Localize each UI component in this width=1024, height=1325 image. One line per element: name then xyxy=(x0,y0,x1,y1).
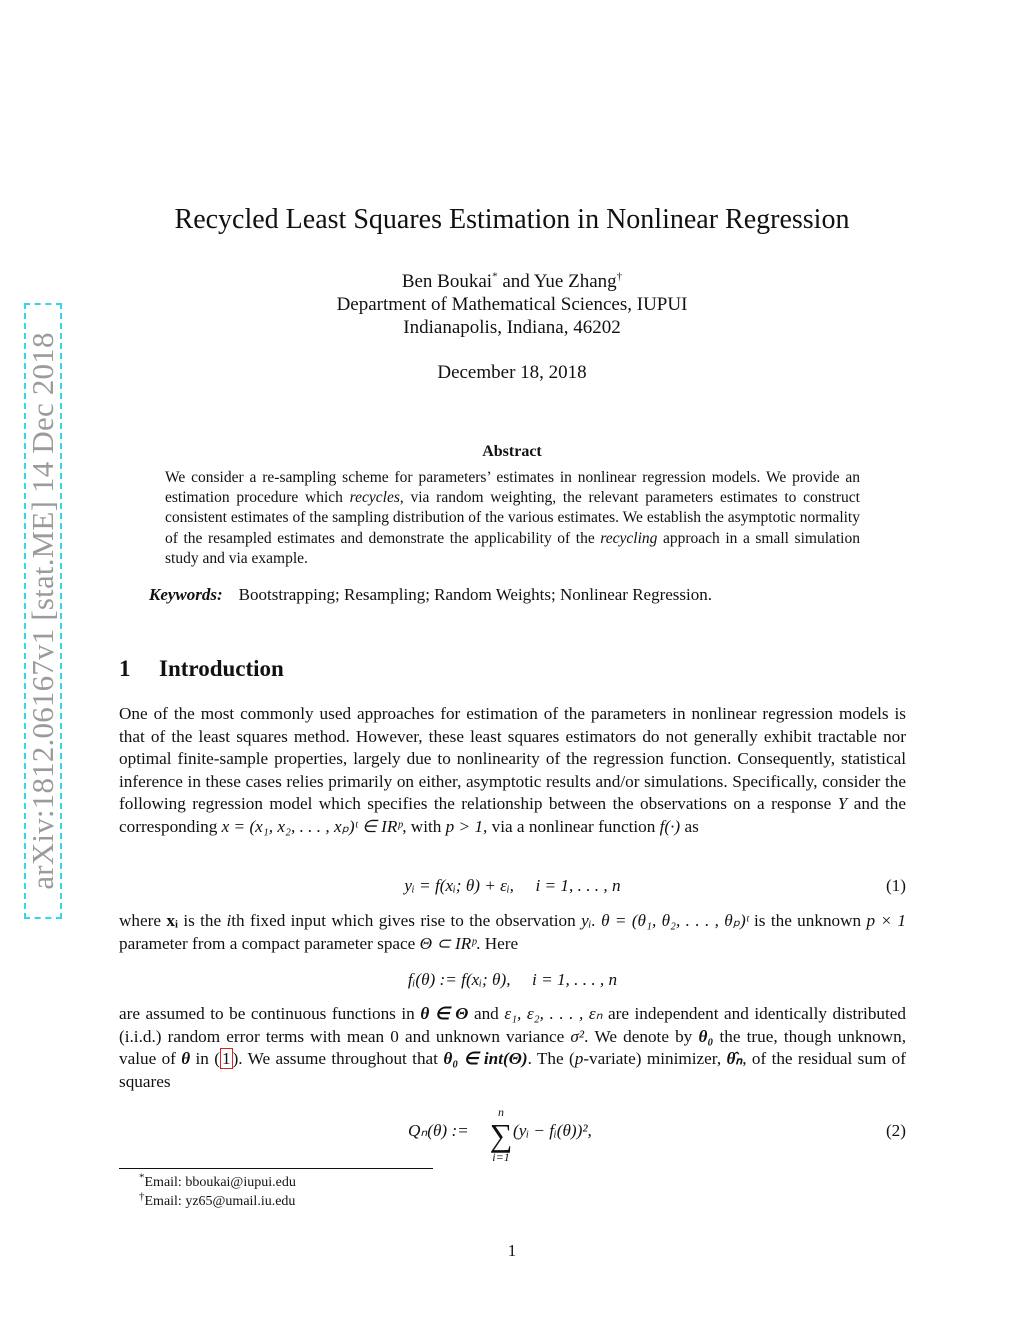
intro-text: . We denote by xyxy=(584,1026,699,1046)
intro-text: . The ( xyxy=(527,1049,575,1069)
intro-text: and xyxy=(468,1004,505,1023)
intro-text: , of the residual sum of squares xyxy=(119,1049,906,1091)
math-p: p xyxy=(574,1049,584,1069)
paper-title: Recycled Least Squares Estimation in Nonlinear Regression xyxy=(174,204,850,235)
footnote-2-mark: † xyxy=(139,1190,145,1203)
intro-text: parameter from a compact parameter space xyxy=(119,933,420,953)
footnote-1-mark: * xyxy=(139,1171,145,1184)
arxiv-stamp: arXiv:1812.06167v1 [stat.ME] 14 Dec 2018 xyxy=(25,332,60,890)
intro-text: -variate) minimizer, xyxy=(583,1049,727,1069)
intro-text: is the unknown xyxy=(748,911,867,930)
intro-text: in ( xyxy=(190,1049,220,1069)
equation-2-rhs: (yᵢ − fᵢ(θ))², xyxy=(513,1121,592,1140)
author-2-mark: † xyxy=(616,270,623,283)
math-f-dot: f(·) xyxy=(659,816,681,836)
equation-ref-link[interactable]: 1 xyxy=(221,1049,231,1069)
equation-fi-lhs: fᵢ(θ) := f(xᵢ; θ), xyxy=(407,970,511,989)
abstract-text-2: , via random weighting, the relevant parameters estimates to construct consistent estimates of the sampling distribution of the various estimates. We establish the asymptotic normality of the resampled estimates and demonstrate the applicability of the xyxy=(165,489,860,547)
math-x-def: x = (x₁, x₂, . . . , xₚ)ᵗ ∈ xyxy=(221,816,377,836)
equation-1-lhs: yᵢ = f(xᵢ; θ) + εᵢ, xyxy=(404,876,514,895)
author-block xyxy=(0,270,1024,339)
arxiv-stamp-box xyxy=(24,303,62,919)
intro-text: is the xyxy=(177,911,227,930)
address: Indianapolis, Indiana, 46202 xyxy=(403,317,621,338)
math-theta-in: θ ∈ Θ xyxy=(420,1004,469,1023)
intro-text: where xyxy=(119,911,167,930)
intro-text: , with xyxy=(402,816,446,836)
date: December 18, 2018 xyxy=(437,362,587,383)
intro-text: ). We assume throughout that xyxy=(232,1049,444,1069)
intro-paragraph-1 xyxy=(119,703,906,839)
intro-text: . Here xyxy=(476,933,519,953)
math-p-gt-1: p > 1 xyxy=(445,816,484,836)
intro-text: One of the most commonly used approaches for estimation of the parameters in nonlinear regression models is that of the least squares method. However, these least squares estimators do not generally exhibit tractable nor optimal finite-sample properties, largely due to nonlinearity of the regression function. Consequently, statistical inference in these cases relies primarily on either, asymptotic results and/or simulations. Specifically, consider the following regression model which specifies the relationship between the observations on a response xyxy=(119,704,906,814)
math-Y: Y xyxy=(837,794,848,814)
intro-paragraph-3 xyxy=(119,1003,906,1093)
math-theta0: θ₀ xyxy=(698,1026,714,1046)
equation-fi-range: i = 1, . . . , n xyxy=(532,970,618,989)
keywords xyxy=(149,585,712,605)
math-p-by-1: p × 1 xyxy=(866,911,906,930)
math-theta: θ xyxy=(181,1049,191,1069)
abstract-heading: Abstract xyxy=(482,443,542,460)
math-theta0-int: θ₀ ∈ int(Θ) xyxy=(443,1049,528,1069)
sum-lower-limit: i=1 xyxy=(492,1150,510,1164)
math-sigma2: σ² xyxy=(570,1026,585,1046)
math-Rp: IRᵖ xyxy=(381,816,403,836)
page-number: 1 xyxy=(507,1241,517,1260)
section-heading xyxy=(119,656,284,682)
authors xyxy=(0,270,1024,293)
footnote-2-text: Email: yz65@umail.iu.edu xyxy=(144,1194,296,1209)
math-xi: xᵢ xyxy=(166,911,178,930)
math-theta-hat: θ̂ₙ xyxy=(726,1049,743,1069)
equation-1-range: i = 1, . . . , n xyxy=(535,876,621,895)
abstract-body xyxy=(165,468,860,569)
equation-2-lhs: Qₙ(θ) := xyxy=(408,1121,469,1140)
math-theta-vector: yᵢ. θ = (θ₁, θ₂, . . . , θₚ)ᵗ xyxy=(581,911,749,930)
keywords-label: Keywords: xyxy=(149,585,223,604)
intro-text: as xyxy=(680,816,699,836)
equation-1-body xyxy=(119,876,906,896)
author-1-mark: * xyxy=(492,270,498,283)
footnote-1 xyxy=(139,1171,296,1191)
footnote-2 xyxy=(139,1190,296,1210)
intro-text: are assumed to be continuous functions in xyxy=(119,1004,421,1023)
intro-text: th fixed input which gives rise to the observation xyxy=(231,911,582,930)
equation-1-number: (1) xyxy=(885,876,906,895)
section-title: Introduction xyxy=(159,656,284,681)
sum-upper-limit: n xyxy=(498,1105,504,1119)
footnote-1-text: Email: bboukai@iupui.edu xyxy=(144,1175,296,1190)
section-number: 1 xyxy=(119,656,131,681)
equation-2-number: (2) xyxy=(885,1121,906,1140)
sum-sign: ∑ xyxy=(489,1117,513,1153)
math-eps-list: ε₁, ε₂, . . . , εₙ xyxy=(504,1004,603,1023)
intro-text: and the corresponding xyxy=(119,794,906,836)
affiliation: Department of Mathematical Sciences, IUPUI xyxy=(336,294,688,315)
math-i: i xyxy=(226,911,232,930)
keywords-text: Bootstrapping; Resampling; Random Weights; Nonlinear Regression. xyxy=(238,585,712,604)
author-1: Ben Boukai xyxy=(401,271,493,292)
intro-text: , via a nonlinear function xyxy=(483,816,660,836)
intro-paragraph-2 xyxy=(119,910,906,955)
author-2: and Yue Zhang xyxy=(497,271,617,292)
abstract-text-1: We consider a re-sampling scheme for parameters’ estimates in nonlinear regression models. We provide an estimation procedure which xyxy=(165,469,860,507)
intro-text: are independent and identically distributed (i.i.d.) random error terms with mean 0 and unknown variance xyxy=(119,1004,907,1046)
math-theta-space: Θ ⊂ IRᵖ xyxy=(419,933,477,953)
abstract-emph-recycles: recycles xyxy=(349,489,400,507)
footnote-rule xyxy=(119,1168,433,1169)
abstract-emph-recycling: recycling xyxy=(600,529,658,547)
equation-fi-body xyxy=(119,970,906,990)
summation-symbol xyxy=(486,1105,516,1165)
abstract-text-3: approach in a small simulation study and via example. xyxy=(165,529,860,567)
intro-text: the true, though unknown, value of xyxy=(119,1026,906,1069)
